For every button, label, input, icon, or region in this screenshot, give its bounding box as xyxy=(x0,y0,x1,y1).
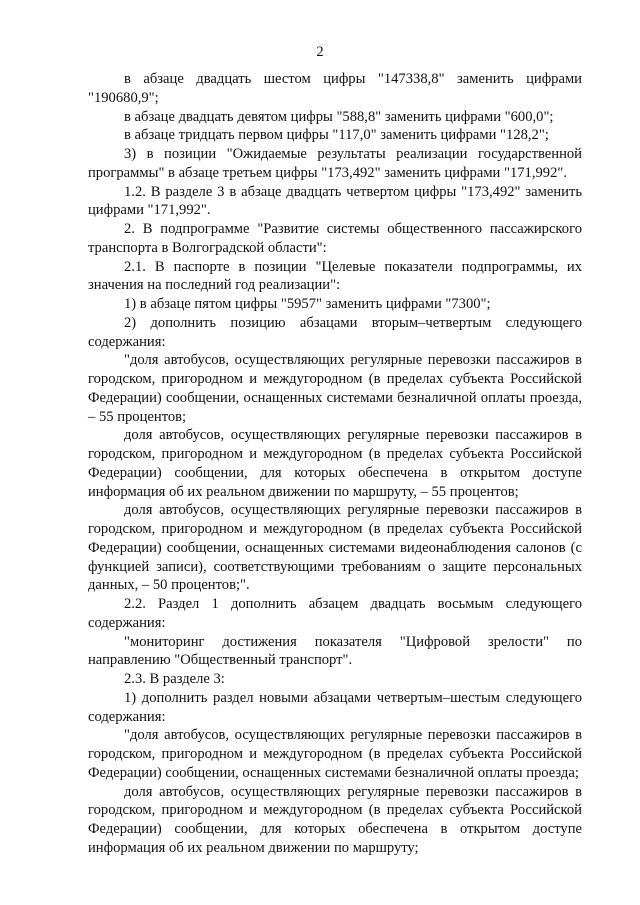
paragraph: 2) дополнить позицию абзацами вторым–четвертым следующего содержания: xyxy=(88,314,582,350)
paragraph: в абзаце двадцать шестом цифры "147338,8" заменить цифрами "190680,9"; xyxy=(88,71,582,106)
paragraph: 2.1. В паспорте в позиции "Целевые показатели подпрограммы, их значения на последний год реализации": xyxy=(88,258,582,294)
paragraph: "доля автобусов, осуществляющих регулярные перевозки пассажиров в городском, пригородном и междугородном (в пределах субъекта Российской Федерации) сообщении, оснащенных системами безналичной оплаты проезда, – 55 процентов; xyxy=(88,352,582,425)
paragraph: доля автобусов, осуществляющих регулярные перевозки пассажиров в городском, пригородном и междугородном (в пределах субъекта Российской Федерации) сообщении, оснащенных системами видеонаблюдения салонов (с функцией записи), соответствующими требованиям о защите персональных данных, – 50 процентов;". xyxy=(88,502,582,594)
document-body xyxy=(88,70,582,858)
paragraph: "мониторинг достижения показателя "Цифровой зрелости" по направлению "Общественный транспорт". xyxy=(88,633,582,669)
paragraph: 2.2. Раздел 1 дополнить абзацем двадцать восьмым следующего содержания: xyxy=(88,596,582,631)
paragraph: 1.2. В разделе 3 в абзаце двадцать четвертом цифры "173,492" заменить цифрами "171,992". xyxy=(88,183,582,219)
paragraph: 1) в абзаце пятом цифры "5957" заменить цифрами "7300"; xyxy=(124,296,491,312)
page-number: 2 xyxy=(316,44,324,60)
paragraph: 2.3. В разделе 3: xyxy=(124,671,225,687)
paragraph: доля автобусов, осуществляющих регулярные перевозки пассажиров в городском, пригородном и междугородном (в пределах субъекта Российской Федерации) сообщении, для которых обеспечена в открытом доступе информация об их реальном движении по маршруту; xyxy=(88,783,582,856)
paragraph: 2. В подпрограмме "Развитие системы общественного пассажирского транспорта в Волгоградской области": xyxy=(88,221,582,256)
paragraph: 3) в позиции "Ожидаемые результаты реализации государственной программы" в абзаце третьем цифры "173,492" заменить цифрами "171,992". xyxy=(88,146,582,181)
paragraph: доля автобусов, осуществляющих регулярные перевозки пассажиров в городском, пригородном и междугородном (в пределах субъекта Российской Федерации) сообщении, для которых обеспечена в открытом доступе информация об их реальном движении по маршруту, – 55 процентов; xyxy=(88,427,582,500)
paragraph: в абзаце двадцать девятом цифры "588,8" заменить цифрами "600,0"; xyxy=(124,108,554,125)
paragraph: "доля автобусов, осуществляющих регулярные перевозки пассажиров в городском, пригородном и междугородном (в пределах субъекта Российской Федерации) сообщении, оснащенных системами безналичной оплаты проезда; xyxy=(88,727,582,781)
paragraph: в абзаце тридцать первом цифры "117,0" заменить цифрами "128,2"; xyxy=(124,127,549,144)
paragraph: 1) дополнить раздел новыми абзацами четвертым–шестым следующего содержания: xyxy=(88,689,582,725)
